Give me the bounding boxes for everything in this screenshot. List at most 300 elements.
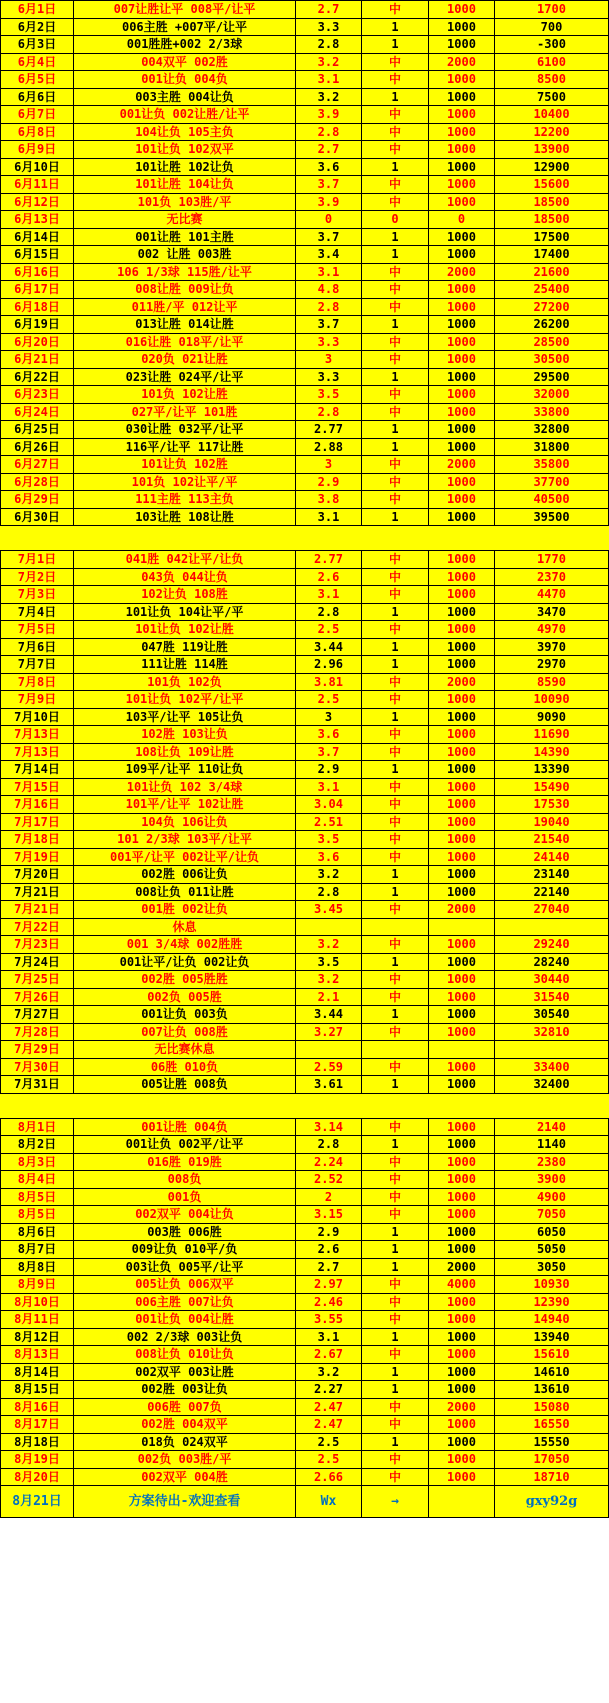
total-cell: 40500 [495,491,609,509]
odds-cell: 3.04 [296,796,362,814]
pick-cell: 016让胜 018平/让平 [74,333,296,351]
pick-cell: 004双平 002胜 [74,53,296,71]
odds-cell: 3.7 [296,176,362,194]
date-cell: 6月10日 [1,158,74,176]
table-row [1,568,609,586]
table-row [1,403,609,421]
pick-cell: 016胜 019胜 [74,1153,296,1171]
table-row [1,1041,609,1059]
date-cell: 6月15日 [1,246,74,264]
date-cell: 6月29日 [1,491,74,509]
result-cell: 中 [362,53,429,71]
table-row [1,158,609,176]
stake-cell: 1000 [429,421,495,439]
total-cell: 27200 [495,298,609,316]
total-cell: 10930 [495,1276,609,1294]
total-cell: 1140 [495,1136,609,1154]
stake-cell: 1000 [429,1416,495,1434]
result-cell: 1 [362,508,429,526]
date-cell: 8月20日 [1,1468,74,1486]
total-cell: 17500 [495,228,609,246]
table-row [1,18,609,36]
odds-cell: 2.47 [296,1416,362,1434]
date-cell: 6月28日 [1,473,74,491]
stake-cell: 1000 [429,106,495,124]
result-cell: 中 [362,1153,429,1171]
total-cell: 28500 [495,333,609,351]
pick-cell: 方案待出-欢迎查看 [74,1486,296,1518]
pick-cell: 003胜 006胜 [74,1223,296,1241]
stake-cell: 1000 [429,403,495,421]
odds-cell: 2.27 [296,1381,362,1399]
stake-cell: 1000 [429,778,495,796]
total-cell: 18500 [495,193,609,211]
date-cell: 8月17日 [1,1416,74,1434]
stake-cell: 1000 [429,123,495,141]
total-cell: 15550 [495,1433,609,1451]
odds-cell: 2.8 [296,603,362,621]
date-cell: 6月20日 [1,333,74,351]
table-row [1,1171,609,1189]
date-cell: 6月21日 [1,351,74,369]
stake-cell: 1000 [429,1468,495,1486]
stake-cell: 2000 [429,1398,495,1416]
stake-cell: 2000 [429,53,495,71]
table-row [1,708,609,726]
pick-cell: 047胜 119让胜 [74,638,296,656]
pick-cell: 102胜 103让负 [74,726,296,744]
date-cell: 7月26日 [1,988,74,1006]
pick-cell: 003主胜 004让负 [74,88,296,106]
stake-cell: 1000 [429,1188,495,1206]
date-cell: 8月3日 [1,1153,74,1171]
result-cell: 中 [362,333,429,351]
odds-cell: 3.6 [296,848,362,866]
result-cell: 中 [362,193,429,211]
date-cell: 6月14日 [1,228,74,246]
odds-cell: 2.24 [296,1153,362,1171]
stake-cell: 1000 [429,508,495,526]
total-cell: 12900 [495,158,609,176]
odds-cell: 3.14 [296,1118,362,1136]
table-row [1,473,609,491]
result-cell: 1 [362,316,429,334]
stake-cell: 1000 [429,971,495,989]
table-row [1,796,609,814]
date-cell: 7月1日 [1,551,74,569]
total-cell: 2970 [495,656,609,674]
date-cell: 7月13日 [1,743,74,761]
result-cell: 1 [362,246,429,264]
total-cell: 15080 [495,1398,609,1416]
pick-cell: 103让胜 108让胜 [74,508,296,526]
stake-cell: 2000 [429,456,495,474]
pick-cell: 101平/让平 102让胜 [74,796,296,814]
odds-cell: 3.5 [296,386,362,404]
total-cell: 17530 [495,796,609,814]
result-cell: 中 [362,778,429,796]
pick-cell: 104负 106让负 [74,813,296,831]
date-cell: 7月8日 [1,673,74,691]
total-cell: 12200 [495,123,609,141]
table-row [1,988,609,1006]
result-cell: 1 [362,603,429,621]
odds-cell: 2.5 [296,1451,362,1469]
odds-cell: 2.7 [296,1,362,19]
table-row [1,141,609,159]
total-cell: 4900 [495,1188,609,1206]
pick-cell: 008让负 011让胜 [74,883,296,901]
total-cell: 4970 [495,621,609,639]
result-cell: 中 [362,123,429,141]
separator-cell [1,526,609,551]
odds-cell: 2.8 [296,1136,362,1154]
odds-cell: 2.88 [296,438,362,456]
odds-cell: 3.4 [296,246,362,264]
odds-cell: 3.9 [296,106,362,124]
result-cell: 中 [362,1118,429,1136]
pick-cell: 002负 003胜/平 [74,1451,296,1469]
stake-cell: 1000 [429,551,495,569]
result-cell: 1 [362,158,429,176]
stake-cell: 1000 [429,333,495,351]
odds-cell: 2.5 [296,621,362,639]
pick-cell: 106 1/3球 115胜/让平 [74,263,296,281]
odds-cell: 3.6 [296,158,362,176]
total-cell: 1770 [495,551,609,569]
result-cell: 中 [362,1346,429,1364]
table-row [1,88,609,106]
stake-cell: 1000 [429,1118,495,1136]
odds-cell: 2.8 [296,298,362,316]
result-cell: 1 [362,1136,429,1154]
pick-cell: 023让胜 024平/让平 [74,368,296,386]
stake-cell: 1000 [429,586,495,604]
result-cell: 中 [362,848,429,866]
total-cell: 32000 [495,386,609,404]
pick-cell: 005让负 006双平 [74,1276,296,1294]
pick-cell: 008负 [74,1171,296,1189]
result-cell: 1 [362,228,429,246]
stake-cell: 1000 [429,473,495,491]
odds-cell: 2.46 [296,1293,362,1311]
odds-cell: 3.2 [296,88,362,106]
total-cell: 1700 [495,1,609,19]
odds-cell: 3.2 [296,936,362,954]
result-cell: 中 [362,1171,429,1189]
table-row [1,211,609,229]
date-cell: 8月5日 [1,1206,74,1224]
odds-cell [296,918,362,936]
pick-cell: 001让负 003负 [74,1006,296,1024]
odds-cell: 3.1 [296,586,362,604]
pick-cell: 001让负 004负 [74,71,296,89]
stake-cell: 1000 [429,1136,495,1154]
pick-cell: 002 让胜 003胜 [74,246,296,264]
date-cell: 6月23日 [1,386,74,404]
result-cell: 1 [362,708,429,726]
pick-cell: 002胜 004双平 [74,1416,296,1434]
odds-cell: 2.67 [296,1346,362,1364]
total-cell: 13610 [495,1381,609,1399]
total-cell: 33400 [495,1058,609,1076]
table-row [1,1,609,19]
date-cell: 7月28日 [1,1023,74,1041]
pick-cell: 101让负 102让胜 [74,621,296,639]
table-row [1,1416,609,1434]
result-cell: 1 [362,1328,429,1346]
table-row [1,953,609,971]
date-cell: 8月4日 [1,1171,74,1189]
table-row [1,918,609,936]
result-cell: 中 [362,1,429,19]
result-cell: 1 [362,1241,429,1259]
odds-cell: 3.2 [296,1363,362,1381]
pick-cell: 001胜 002让负 [74,901,296,919]
result-cell: 1 [362,421,429,439]
result-cell: 1 [362,1381,429,1399]
result-cell: 中 [362,1276,429,1294]
date-cell: 8月10日 [1,1293,74,1311]
result-cell: 中 [362,106,429,124]
total-cell: 3900 [495,1171,609,1189]
stake-cell: 1000 [429,1451,495,1469]
pick-cell: 101让负 104让平/平 [74,603,296,621]
result-cell: 1 [362,656,429,674]
date-cell: 8月18日 [1,1433,74,1451]
odds-cell: 4.8 [296,281,362,299]
stake-cell: 1000 [429,1171,495,1189]
stake-cell: 1000 [429,883,495,901]
odds-cell: 2.7 [296,1258,362,1276]
stake-cell: 1000 [429,813,495,831]
stake-cell: 1000 [429,491,495,509]
pick-cell: 101负 102让胜 [74,386,296,404]
result-cell [362,1041,429,1059]
pick-cell: 009让负 010平/负 [74,1241,296,1259]
stake-cell: 1000 [429,281,495,299]
total-cell: 37700 [495,473,609,491]
result-cell: 中 [362,1293,429,1311]
total-cell: 6050 [495,1223,609,1241]
table-row [1,1223,609,1241]
result-cell: 中 [362,936,429,954]
date-cell: 6月12日 [1,193,74,211]
stake-cell: 1000 [429,988,495,1006]
pick-cell: 007让胜让平 008平/让平 [74,1,296,19]
total-cell: 14390 [495,743,609,761]
stake-cell: 1000 [429,1311,495,1329]
stake-cell: 1000 [429,386,495,404]
total-cell: 6100 [495,53,609,71]
date-cell: 6月18日 [1,298,74,316]
table-row [1,551,609,569]
date-cell: 6月17日 [1,281,74,299]
date-cell: 8月8日 [1,1258,74,1276]
table-row [1,386,609,404]
odds-cell: 3.2 [296,866,362,884]
table-row [1,883,609,901]
total-cell: 28240 [495,953,609,971]
pick-cell: 休息 [74,918,296,936]
stake-cell: 1000 [429,176,495,194]
date-cell: 6月1日 [1,1,74,19]
table-row [1,263,609,281]
pick-cell: 101让胜 102让负 [74,158,296,176]
table-row [1,726,609,744]
result-cell: 1 [362,953,429,971]
odds-cell: 3.5 [296,831,362,849]
result-cell: 1 [362,866,429,884]
pick-cell: 013让胜 014让胜 [74,316,296,334]
total-cell: 21600 [495,263,609,281]
total-cell: 8500 [495,71,609,89]
stake-cell: 1000 [429,708,495,726]
pick-cell: 005让胜 008负 [74,1076,296,1094]
result-cell: 中 [362,1451,429,1469]
pick-cell: 101负 102负 [74,673,296,691]
date-cell: 6月6日 [1,88,74,106]
table-row [1,813,609,831]
table-row [1,743,609,761]
total-cell: 32810 [495,1023,609,1041]
result-cell: 中 [362,473,429,491]
result-cell: 1 [362,1076,429,1094]
pick-cell: 002双平 004让负 [74,1206,296,1224]
result-cell: → [362,1486,429,1518]
odds-cell: 3.7 [296,228,362,246]
pick-cell: 111让胜 114胜 [74,656,296,674]
table-row [1,193,609,211]
table-row [1,456,609,474]
date-cell: 8月12日 [1,1328,74,1346]
total-cell: 24140 [495,848,609,866]
date-cell: 8月2日 [1,1136,74,1154]
result-cell: 中 [362,1468,429,1486]
result-cell: 1 [362,761,429,779]
result-cell: 1 [362,88,429,106]
stake-cell: 1000 [429,1,495,19]
stake-cell: 1000 [429,88,495,106]
odds-cell: 2.66 [296,1468,362,1486]
pick-cell: 001让负 002平/让平 [74,1136,296,1154]
date-cell: 7月31日 [1,1076,74,1094]
pick-cell: 101负 103胜/平 [74,193,296,211]
date-cell: 6月11日 [1,176,74,194]
stake-cell: 2000 [429,263,495,281]
pick-cell: 无比赛 [74,211,296,229]
stake-cell: 1000 [429,298,495,316]
result-cell: 中 [362,901,429,919]
stake-cell: 1000 [429,1363,495,1381]
total-cell: 15600 [495,176,609,194]
date-cell: 8月7日 [1,1241,74,1259]
result-cell: 中 [362,456,429,474]
table-row [1,1451,609,1469]
result-cell: 0 [362,211,429,229]
total-cell: 4470 [495,586,609,604]
pick-cell: 006主胜 007让负 [74,1293,296,1311]
total-cell: 29500 [495,368,609,386]
stake-cell: 1000 [429,141,495,159]
table-row [1,1206,609,1224]
pick-cell: 001让平/让负 002让负 [74,953,296,971]
table-row [1,1188,609,1206]
pick-cell: 041胜 042让平/让负 [74,551,296,569]
total-cell: 30540 [495,1006,609,1024]
date-cell: 6月16日 [1,263,74,281]
stake-cell: 1000 [429,228,495,246]
total-cell: gxy92g [495,1486,609,1518]
table-row [1,691,609,709]
date-cell: 8月16日 [1,1398,74,1416]
result-cell: 1 [362,438,429,456]
table-row [1,1241,609,1259]
stake-cell: 1000 [429,1223,495,1241]
date-cell: 7月30日 [1,1058,74,1076]
date-cell: 6月2日 [1,18,74,36]
total-cell: 10400 [495,106,609,124]
odds-cell: 3.2 [296,53,362,71]
total-cell: 33800 [495,403,609,421]
odds-cell: 3 [296,456,362,474]
date-cell: 6月4日 [1,53,74,71]
pick-cell: 101让负 102平/让平 [74,691,296,709]
table-row [1,1311,609,1329]
odds-cell: 2.96 [296,656,362,674]
total-cell: 23140 [495,866,609,884]
total-cell: 3470 [495,603,609,621]
date-cell: 6月24日 [1,403,74,421]
stake-cell: 1000 [429,638,495,656]
odds-cell: 3.27 [296,1023,362,1041]
date-cell: 7月5日 [1,621,74,639]
stake-cell: 1000 [429,726,495,744]
table-row [1,761,609,779]
pick-cell: 111主胜 113主负 [74,491,296,509]
stake-cell: 2000 [429,1258,495,1276]
stake-cell: 1000 [429,953,495,971]
total-cell: 17050 [495,1451,609,1469]
total-cell: 19040 [495,813,609,831]
odds-cell: 2.7 [296,141,362,159]
odds-cell: 2.8 [296,36,362,54]
stake-cell: 1000 [429,158,495,176]
table-row [1,246,609,264]
date-cell: 6月25日 [1,421,74,439]
result-cell: 中 [362,1398,429,1416]
result-cell: 中 [362,298,429,316]
odds-cell: 3.8 [296,491,362,509]
table-row [1,971,609,989]
stake-cell: 1000 [429,761,495,779]
odds-cell: 3.1 [296,263,362,281]
pick-cell: 001让胜 004负 [74,1118,296,1136]
date-cell: 8月21日 [1,1486,74,1518]
table-row [1,586,609,604]
odds-cell: 3.55 [296,1311,362,1329]
pick-cell: 101让负 102双平 [74,141,296,159]
date-cell: 7月20日 [1,866,74,884]
stake-cell: 1000 [429,656,495,674]
table-body [1,1,609,1518]
date-cell: 7月13日 [1,726,74,744]
total-cell: 13900 [495,141,609,159]
table-row [1,673,609,691]
total-cell: 32800 [495,421,609,439]
pick-cell: 030让胜 032平/让平 [74,421,296,439]
table-row [1,1076,609,1094]
